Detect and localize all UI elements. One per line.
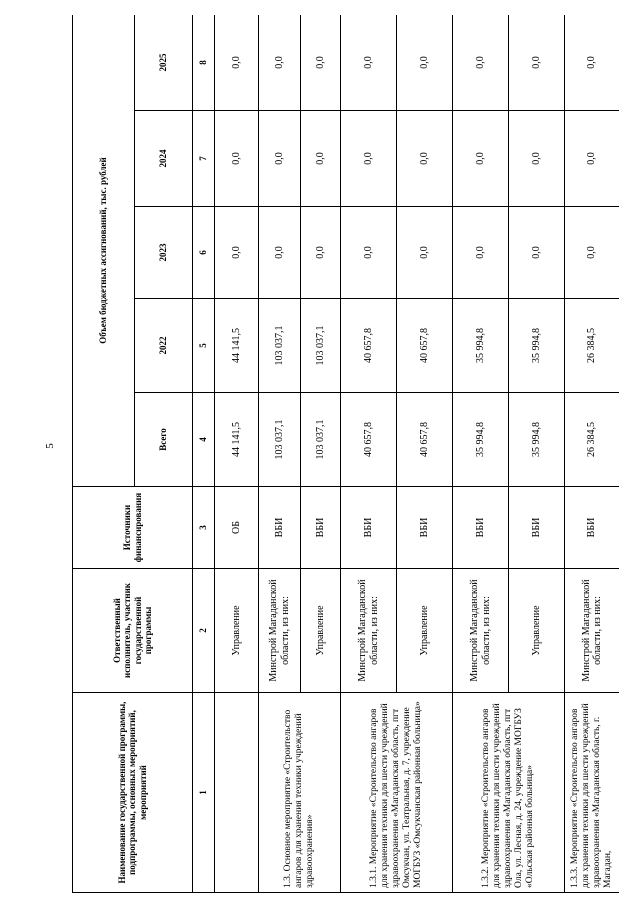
row-responsible: Управление xyxy=(301,569,341,693)
row-2024: 0,0 xyxy=(509,111,565,207)
row-source: ВБИ xyxy=(259,487,301,569)
row-2023: 0,0 xyxy=(259,207,301,299)
row-name: 1.3. Основное мероприятие «Строительство ангаров для хранения техники учреждений здравоохранения» xyxy=(259,693,341,893)
header-year-2024: 2024 xyxy=(135,111,193,207)
row-name xyxy=(215,693,259,893)
column-number: 4 xyxy=(193,393,215,487)
budget-table xyxy=(72,15,619,893)
column-number: 2 xyxy=(193,569,215,693)
row-responsible: Минстрой Магаданской области, из них: xyxy=(453,569,509,693)
row-2023: 0,0 xyxy=(397,207,453,299)
row-total: 26 384,5 xyxy=(565,393,620,487)
row-2022: 40 657,8 xyxy=(341,299,397,393)
row-2024: 0,0 xyxy=(215,111,259,207)
row-total: 40 657,8 xyxy=(341,393,397,487)
row-2023: 0,0 xyxy=(509,207,565,299)
column-number: 3 xyxy=(193,487,215,569)
header-responsible: Ответственный исполнитель, участник государственной программы xyxy=(73,569,193,693)
row-2022: 26 384,5 xyxy=(565,299,620,393)
row-2024: 0,0 xyxy=(341,111,397,207)
row-2023: 0,0 xyxy=(301,207,341,299)
row-2025: 0,0 xyxy=(453,15,509,111)
row-responsible: Управление xyxy=(509,569,565,693)
row-2025: 0,0 xyxy=(259,15,301,111)
row-source: ВБИ xyxy=(397,487,453,569)
row-source: ВБИ xyxy=(301,487,341,569)
row-2025: 0,0 xyxy=(565,15,620,111)
row-2025: 0,0 xyxy=(397,15,453,111)
row-source: ВБИ xyxy=(453,487,509,569)
row-2025: 0,0 xyxy=(301,15,341,111)
row-source: ОБ xyxy=(215,487,259,569)
row-total: 35 994,8 xyxy=(509,393,565,487)
table-row xyxy=(215,15,259,893)
header-year-2025: 2025 xyxy=(135,15,193,111)
column-number: 1 xyxy=(193,693,215,893)
page-number: 5 xyxy=(43,443,56,449)
row-2024: 0,0 xyxy=(301,111,341,207)
header-total: Всего xyxy=(135,393,193,487)
table-row xyxy=(259,15,301,893)
row-total: 103 037,1 xyxy=(259,393,301,487)
row-2025: 0,0 xyxy=(215,15,259,111)
table-row xyxy=(341,15,397,893)
row-2024: 0,0 xyxy=(397,111,453,207)
row-2024: 0,0 xyxy=(565,111,620,207)
rotated-page xyxy=(72,15,619,893)
header-source: Источники финансирования xyxy=(73,487,193,569)
table-row xyxy=(453,15,509,893)
row-total: 103 037,1 xyxy=(301,393,341,487)
row-responsible: Минстрой Магаданской области, из них: xyxy=(259,569,301,693)
row-2023: 0,0 xyxy=(341,207,397,299)
row-name: 1.3.3. Мероприятие «Строительство ангаров для хранения техники для шести учреждений здравоохранения «Магаданская область, г. Магадан, xyxy=(565,693,620,893)
row-2022: 44 141,5 xyxy=(215,299,259,393)
column-number: 7 xyxy=(193,111,215,207)
row-2024: 0,0 xyxy=(453,111,509,207)
row-total: 44 141,5 xyxy=(215,393,259,487)
row-2025: 0,0 xyxy=(341,15,397,111)
row-2025: 0,0 xyxy=(509,15,565,111)
row-2022: 35 994,8 xyxy=(453,299,509,393)
header-name: Наименование государственной программы, подпрограммы, основных мероприятий, мероприятий xyxy=(73,693,193,893)
row-2023: 0,0 xyxy=(453,207,509,299)
header-year-2022: 2022 xyxy=(135,299,193,393)
row-responsible: Минстрой Магаданской области, из них: xyxy=(341,569,397,693)
column-number: 6 xyxy=(193,207,215,299)
row-total: 40 657,8 xyxy=(397,393,453,487)
row-2024: 0,0 xyxy=(259,111,301,207)
header-budget-group: Объем бюджетных ассигнований, тыс. рублей xyxy=(73,15,135,487)
column-number: 8 xyxy=(193,15,215,111)
table-row xyxy=(565,15,620,893)
row-total: 35 994,8 xyxy=(453,393,509,487)
budget-table-container xyxy=(72,15,619,893)
row-responsible: Управление xyxy=(215,569,259,693)
row-2022: 40 657,8 xyxy=(397,299,453,393)
header-year-2023: 2023 xyxy=(135,207,193,299)
row-responsible: Минстрой Магаданской области, из них: xyxy=(565,569,620,693)
row-source: ВБИ xyxy=(565,487,620,569)
row-name: 1.3.2. Мероприятие «Строительство ангаров для хранения техники для шести учреждений здравоохранения «Магаданская область, пгт Ола, ул. Лесная, д. 24, учреждение МОГБУЗ «Ольская районная больница» xyxy=(453,693,565,893)
row-2023: 0,0 xyxy=(215,207,259,299)
row-2022: 103 037,1 xyxy=(259,299,301,393)
row-2022: 35 994,8 xyxy=(509,299,565,393)
row-2022: 103 037,1 xyxy=(301,299,341,393)
row-source: ВБИ xyxy=(509,487,565,569)
row-2023: 0,0 xyxy=(565,207,620,299)
row-name: 1.3.1. Мероприятие «Строительство ангаров для хранения техники для шести учреждений здравоохранения «Магаданская область, пгт Омсукчан, ул. Театральная, д. 7, учреждение МОГБУЗ «Омсукчанская районная больница» xyxy=(341,693,453,893)
row-source: ВБИ xyxy=(341,487,397,569)
column-number: 5 xyxy=(193,299,215,393)
row-responsible: Управление xyxy=(397,569,453,693)
